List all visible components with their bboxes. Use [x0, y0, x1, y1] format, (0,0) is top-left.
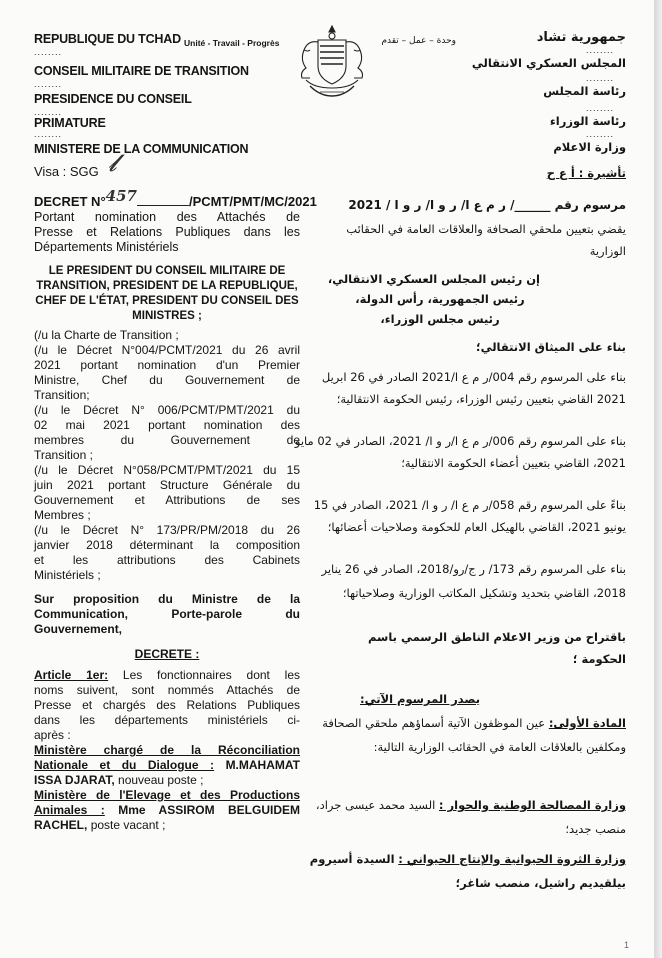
decree-title: [34, 187, 317, 209]
decree-subject: [34, 210, 300, 255]
visa-ar-line: بناء على المرسوم رقم 004/ر م ع ا/2021 الصادر في 26 ابريل: [321, 370, 626, 384]
visa-line: Membres ;: [34, 508, 91, 522]
subject-ar: الوزارية: [589, 244, 626, 258]
president-title-ar: إن رئيس المجلس العسكري الانتقالي،: [327, 272, 540, 286]
visa-line: (/u la Charte de Transition ;: [34, 328, 179, 342]
subject-ar: يقضي بتعيين ملحقي الصحافة والعلاقات العامة في الحقائب: [346, 222, 626, 236]
page-number: 1: [624, 940, 630, 950]
visa-line: Transition;: [34, 388, 90, 402]
header-motto-ar: وحدة – عمل – تقدم: [381, 36, 456, 46]
person-name: Mme ASSIROM BELGUIDEM: [118, 803, 300, 817]
visa-ar-line: بناءً على المرسوم رقم 058/ر م ع ا/ ر و ا/ 2021، الصادر في 15: [313, 498, 626, 512]
article-first-line: [34, 668, 300, 683]
visa-line: janvier 2018 déterminant la composition: [34, 538, 300, 552]
article-line: après :: [34, 728, 71, 742]
proposal: [34, 592, 300, 637]
post-status: poste vacant ;: [90, 818, 166, 832]
visa-line: et les attributions des Cabinets: [34, 553, 300, 567]
person-name-ar: السيدة أسيروم: [309, 852, 395, 866]
proposal-ar: باقتراح من وزير الاعلام الناطق الرسمي باسم: [368, 630, 626, 644]
person-name: ISSA DJARAT,: [34, 773, 115, 787]
president-title: [34, 264, 300, 324]
visa-ar-line: بناء على المرسوم رقم 006/ر م ع ا/ر و ا/ 2021، الصادر في 02 مايو: [294, 434, 626, 448]
subject-line: Presse et Relations Publiques dans les: [34, 225, 300, 239]
visa-line: (/u le Décret N° 006/PCMT/PMT/2021 du: [34, 403, 300, 417]
visa-line: 02 mai 2021 portant nomination des: [34, 418, 300, 432]
article-label-ar: المادة الأولى:: [548, 716, 626, 730]
visa-line: Transition ;: [34, 448, 93, 462]
header-ministry-ar: وزارة الاعلام: [553, 140, 626, 154]
ministry-line: [34, 758, 300, 773]
president-title-ar: رئيس الجمهورية، رأس الدولة،: [355, 292, 525, 306]
header-presidency: PRESIDENCE DU CONSEIL: [34, 92, 192, 106]
page-edge-shadow: [654, 0, 662, 958]
header-dots: ........: [34, 129, 63, 139]
person-name: M.MAHAMAT: [225, 758, 300, 772]
visa-ar: تأشيرة : أ ع ح: [546, 166, 626, 180]
visa-line: Gouvernement et Attributions de ses: [34, 493, 300, 507]
decrete-heading: DECRETE :: [134, 647, 200, 661]
person-name: RACHEL,: [34, 818, 88, 832]
header-dots: ........: [586, 129, 615, 139]
left-column: [34, 187, 317, 833]
visa-signature: 𝓵: [108, 149, 118, 177]
article-line: dans les départements ministériels ci-: [34, 713, 300, 727]
article-label: Article 1er:: [34, 668, 109, 682]
article-line: Presse et chargés des Relations Publiques: [34, 698, 300, 712]
article-1: [34, 668, 300, 743]
header-dots: ........: [34, 47, 63, 57]
visas-list: [34, 328, 300, 583]
proposal-line: Gouvernement,: [34, 622, 123, 636]
visa-ar-line: يونيو 2021، القاضي بالهيكل العام للحكومة وصلاحيات أعضائها؛: [327, 520, 626, 534]
subject-line: Départements Ministériels: [34, 240, 179, 254]
visa-ar-line: بناء على الميثاق الانتقالي؛: [475, 340, 626, 354]
proposal-line: Communication, Porte-parole du: [34, 607, 300, 621]
visa-line: juin 2021 portant Structure Générale du: [34, 478, 300, 492]
person-name-ar: السيد محمد عيسى جراد،: [315, 798, 436, 812]
president-title-line: CHEF DE L'ÉTAT, PRESIDENT DU CONSEIL DES: [35, 295, 299, 307]
header-country-ar: جمهورية تشاد: [536, 30, 626, 45]
decree-suffix: /PCMT/PMT/MC/2021: [188, 194, 317, 209]
visa-line: 2021 portant nomination d'un Premier: [34, 358, 300, 372]
president-title-line: TRANSITION, PRESIDENT DE LA REPUBLIQUE,: [36, 280, 298, 292]
proposal-line: Sur proposition du Ministre de la: [34, 592, 300, 606]
president-title-line: LE PRESIDENT DU CONSEIL MILITAIRE DE: [48, 265, 286, 277]
header-dots: ........: [586, 73, 615, 83]
visa-line: Ministre, Chef du Gouvernement de: [34, 373, 300, 387]
decree-number: 457: [105, 187, 137, 205]
header-council-ar: المجلس العسكري الانتقالي: [471, 56, 626, 70]
header-ministry: MINISTERE DE LA COMMUNICATION: [34, 142, 249, 156]
article-text: Les fonctionnaires dont les: [122, 668, 300, 682]
header-country: REPUBLIQUE DU TCHAD: [34, 32, 181, 46]
header-council: CONSEIL MILITAIRE DE TRANSITION: [34, 64, 249, 78]
person-line: [34, 818, 300, 833]
nomination-ar-2: [310, 852, 626, 867]
visa-sgg: Visa : SGG: [34, 164, 99, 179]
post-status: nouveau poste ;: [118, 773, 204, 787]
decree-prefix: DECRET N°: [34, 194, 106, 209]
person-line: [34, 773, 300, 788]
nomination-2: [34, 788, 300, 833]
president-title-ar: رئيس مجلس الوزراء،: [380, 312, 500, 326]
visa-ar-line: بناء على المرسوم رقم 173/ ر ج/رو/2018، الصادر في 26 يناير: [321, 562, 626, 576]
ministry-name: Nationale et du Dialogue :: [34, 758, 215, 772]
nomination-1: [34, 743, 300, 788]
post-status-ar: منصب جديد؛: [565, 822, 626, 836]
article-text-ar: عين الموظفون الآتية أسماؤهم ملحقي الصحافة: [322, 716, 546, 730]
header-presidency-ar: رئاسة المجلس: [543, 84, 626, 98]
ministry-name: Animales :: [34, 803, 105, 817]
visa-ar-line: 2021، القاضي بتعيين أعضاء الحكومة الانتقالية؛: [401, 456, 626, 470]
subject-line: Portant nomination des Attachés de: [34, 210, 300, 224]
header-motto: Unité - Travail - Progrès: [184, 38, 280, 48]
header-dots: ........: [34, 107, 63, 117]
visa-ar-line: 2018، القاضي بتحديد وتشكيل المكاتب الوزارية وصلاحياتها؛: [342, 586, 626, 600]
proposal-ar: الحكومة ؛: [572, 652, 626, 666]
decree-title-ar: مرسوم رقم ______/ ر م ع ا/ ر و ا/ ر و ا / 2021: [348, 198, 626, 212]
article-line: noms suivent, sont nommés Attachés de: [34, 683, 300, 697]
ministry-name-ar: وزارة المصالحة الوطنية والحوار :: [438, 798, 626, 812]
visa-line: membres du Gouvernement de: [34, 433, 300, 447]
header-dots: ........: [586, 45, 615, 55]
decrete-heading-ar: يصدر المرسوم الآتي:: [359, 692, 481, 706]
visa-ar-line: 2021 القاضي بتعيين رئيس الوزراء، رئيس الحكومة الانتقالية؛: [336, 392, 626, 406]
ministry-name: Ministère de l'Elevage et des Productions: [34, 788, 300, 802]
president-title-line: MINISTRES ;: [132, 310, 202, 322]
visa-line: Ministériels ;: [34, 568, 101, 582]
visa-line: (/u le Décret N°004/PCMT/2021 du 26 avril: [34, 343, 300, 357]
header-dots: ........: [586, 103, 615, 113]
person-line-ar: بيلقيديم راشيل، منصب شاغر؛: [455, 876, 626, 890]
ministry-name: Ministère chargé de la Réconciliation: [34, 743, 300, 757]
ministry-line: [34, 803, 300, 818]
coat-of-arms-emblem: [290, 22, 374, 102]
visa-line: (/u le Décret N°058/PCMT/PMT/2021 du 15: [34, 463, 300, 477]
header-primature-ar: رئاسة الوزراء: [549, 114, 626, 128]
header-primature: PRIMATURE: [34, 116, 106, 130]
header-dots: ........: [34, 79, 63, 89]
nomination-ar-1: [316, 798, 626, 813]
decree-blank: [137, 205, 189, 206]
ministry-name-ar: وزارة الثروة الحيوانية والإنتاج الحيواني :: [398, 852, 626, 866]
visa-line: (/u le Décret N° 173/PR/PM/2018 du 26: [34, 523, 300, 537]
article-ar-line: ومكلفين بالعلاقات العامة في الحقائب الوزارية التالية:: [373, 740, 626, 754]
article-ar-line: [322, 716, 626, 731]
